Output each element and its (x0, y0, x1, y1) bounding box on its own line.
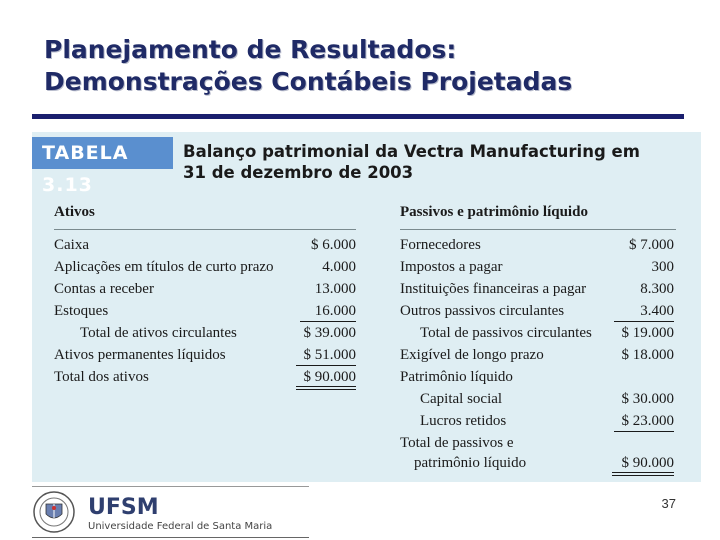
asset-label: Total dos ativos (54, 369, 149, 385)
asset-label: Aplicações em títulos de curto prazo (54, 259, 274, 275)
assets-header: Ativos (54, 204, 95, 220)
footer-bottom-rule (32, 537, 309, 538)
total-double-rule (296, 386, 356, 387)
liability-value: $ 19.000 (621, 325, 674, 341)
table-title-line1: Balanço patrimonial da Vectra Manufacturing em (183, 142, 640, 161)
liability-label: Fornecedores (400, 237, 481, 253)
liability-label: Total de passivos e (400, 435, 514, 451)
asset-value: $ 51.000 (303, 347, 356, 363)
asset-value: 16.000 (314, 303, 356, 319)
table-title (183, 141, 698, 183)
page-number: 37 (661, 496, 676, 511)
table-title-line2: 31 de dezembro de 2003 (183, 163, 414, 182)
asset-label: Estoques (54, 303, 109, 319)
total-double-rule (296, 389, 356, 390)
slide-title-line2: Demonstrações Contábeis Projetadas (44, 67, 573, 96)
liability-value: $ 30.000 (621, 391, 674, 407)
slide-title-line1: Planejamento de Resultados: (44, 35, 457, 64)
asset-label: Total de ativos circulantes (80, 325, 237, 341)
liability-label: Capital social (420, 391, 503, 407)
liability-label: Patrimônio líquido (400, 369, 513, 385)
liability-label: Total de passivos circulantes (420, 325, 592, 341)
subtotal-rule (614, 431, 674, 432)
asset-value: $ 6.000 (311, 237, 356, 253)
total-double-rule (612, 472, 674, 473)
liabilities-header: Passivos e patrimônio líquido (400, 204, 588, 220)
liabilities-header-rule (400, 229, 676, 230)
asset-value: 4.000 (322, 259, 356, 275)
liability-value: $ 7.000 (629, 237, 674, 253)
asset-value: $ 90.000 (303, 369, 356, 385)
liability-label: Instituições financeiras a pagar (400, 281, 587, 297)
liability-value: $ 90.000 (621, 455, 674, 471)
subtotal-rule (614, 321, 674, 322)
table-label: TABELA 3.13 (32, 137, 173, 169)
liability-value: $ 18.000 (621, 347, 674, 363)
liability-label: patrimônio líquido (414, 455, 527, 471)
asset-label: Caixa (54, 237, 89, 253)
assets-header-rule (54, 229, 356, 230)
slide-title (44, 34, 704, 98)
asset-value: 13.000 (314, 281, 356, 297)
asset-label: Ativos permanentes líquidos (54, 347, 226, 363)
liability-value: $ 23.000 (621, 413, 674, 429)
subtotal-rule (296, 365, 356, 366)
liability-value: 3.400 (640, 303, 674, 319)
total-double-rule (612, 475, 674, 476)
university-seal-icon (32, 490, 76, 534)
asset-label: Contas a receber (54, 281, 154, 297)
liability-label: Lucros retidos (420, 413, 507, 429)
title-divider (32, 114, 684, 119)
subtotal-rule (300, 321, 356, 322)
liability-label: Exigível de longo prazo (400, 347, 544, 363)
liability-label: Outros passivos circulantes (400, 303, 565, 319)
liability-value: 300 (651, 259, 674, 275)
liability-value: 8.300 (640, 281, 674, 297)
liability-label: Impostos a pagar (400, 259, 503, 275)
asset-value: $ 39.000 (303, 325, 356, 341)
ufsm-logo-text: UFSM (88, 495, 159, 520)
footer-top-rule (32, 486, 309, 487)
ufsm-logo-subtitle: Universidade Federal de Santa Maria (88, 521, 273, 532)
